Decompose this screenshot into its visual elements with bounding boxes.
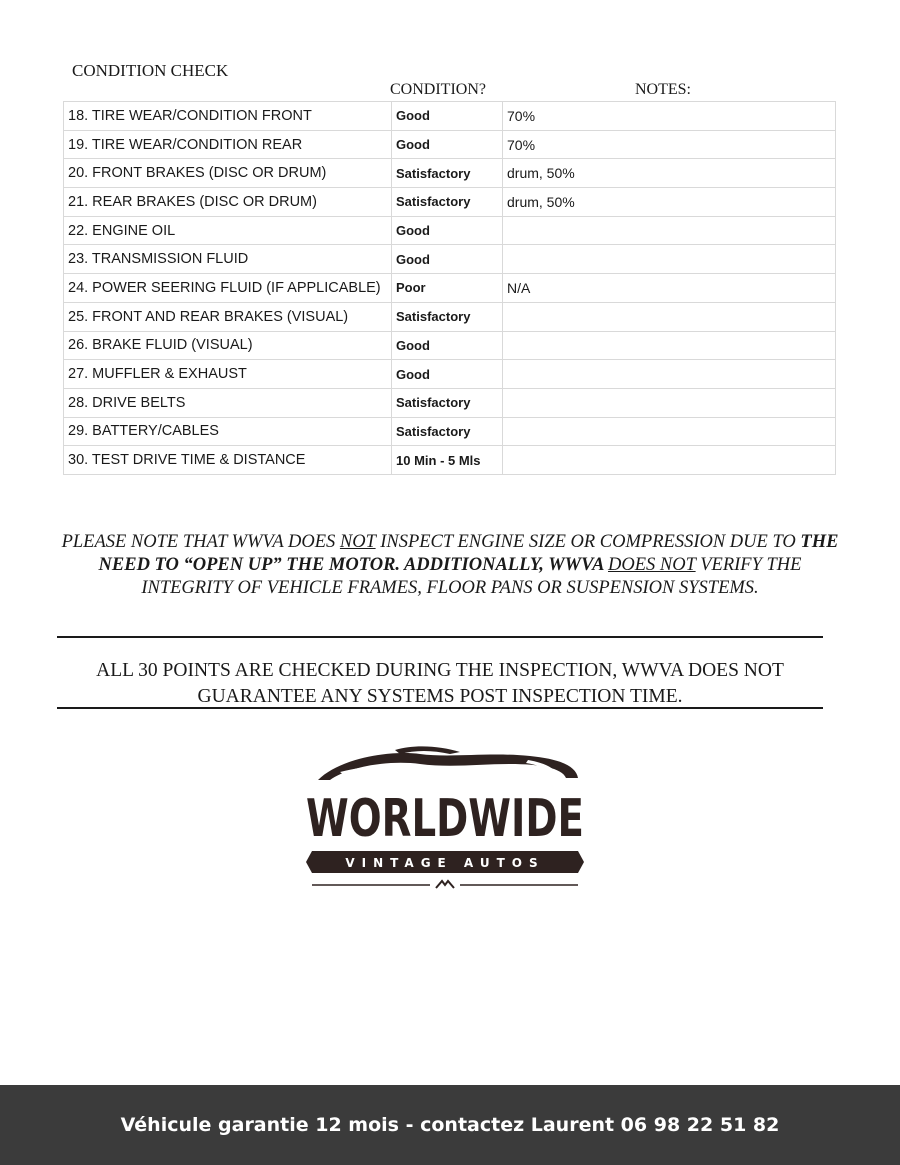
item-cell: 30. TEST DRIVE TIME & DISTANCE xyxy=(64,446,392,475)
notes-cell: 70% xyxy=(503,102,836,131)
condition-cell: Good xyxy=(392,130,503,159)
guarantee-line-1: ALL 30 POINTS ARE CHECKED DURING THE INSPECTION, WWVA DOES NOT xyxy=(96,660,784,681)
item-cell: 23. TRANSMISSION FLUID xyxy=(64,245,392,274)
condition-row xyxy=(64,388,836,417)
condition-check-table-body xyxy=(64,102,836,475)
notes-cell xyxy=(503,417,836,446)
notice-does-not-emphasis: DOES NOT xyxy=(608,555,696,575)
notes-cell: drum, 50% xyxy=(503,188,836,217)
notes-cell xyxy=(503,331,836,360)
item-cell: 20. FRONT BRAKES (DISC OR DRUM) xyxy=(64,159,392,188)
guarantee-line-2: GUARANTEE ANY SYSTEMS POST INSPECTION TIME. xyxy=(197,686,683,707)
item-cell: 18. TIRE WEAR/CONDITION FRONT xyxy=(64,102,392,131)
notes-column-header: NOTES: xyxy=(635,81,691,98)
condition-row xyxy=(64,216,836,245)
condition-cell: 10 Min - 5 Mls xyxy=(392,446,503,475)
section-title: CONDITION CHECK xyxy=(72,61,229,80)
notice-text-1: PLEASE NOTE THAT WWVA DOES xyxy=(61,532,340,552)
footer-banner xyxy=(0,1085,900,1165)
condition-cell: Satisfactory xyxy=(392,417,503,446)
notice-text-2: INSPECT ENGINE SIZE OR COMPRESSION DUE TO xyxy=(375,532,801,552)
condition-row xyxy=(64,102,836,131)
notes-cell xyxy=(503,302,836,331)
condition-row xyxy=(64,130,836,159)
logo-crown-icon xyxy=(436,881,454,888)
condition-row xyxy=(64,446,836,475)
item-cell: 22. ENGINE OIL xyxy=(64,216,392,245)
item-cell: 27. MUFFLER & EXHAUST xyxy=(64,360,392,389)
vintage-car-silhouette-icon xyxy=(318,746,578,780)
bottom-divider xyxy=(57,707,823,709)
condition-row xyxy=(64,245,836,274)
item-cell: 28. DRIVE BELTS xyxy=(64,388,392,417)
condition-row xyxy=(64,274,836,303)
notes-cell xyxy=(503,245,836,274)
condition-cell: Good xyxy=(392,331,503,360)
notes-cell xyxy=(503,446,836,475)
logo-wordmark: WORLDWIDE xyxy=(306,789,584,849)
notes-cell xyxy=(503,388,836,417)
notes-cell xyxy=(503,360,836,389)
item-cell: 21. REAR BRAKES (DISC OR DRUM) xyxy=(64,188,392,217)
condition-row xyxy=(64,360,836,389)
inspection-notice xyxy=(60,531,840,600)
condition-row xyxy=(64,331,836,360)
item-cell: 19. TIRE WEAR/CONDITION REAR xyxy=(64,130,392,159)
condition-cell: Satisfactory xyxy=(392,388,503,417)
condition-row xyxy=(64,188,836,217)
condition-cell: Satisfactory xyxy=(392,188,503,217)
item-cell: 26. BRAKE FLUID (VISUAL) xyxy=(64,331,392,360)
condition-column-header: CONDITION? xyxy=(390,81,486,98)
condition-row xyxy=(64,302,836,331)
item-cell: 24. POWER SEERING FLUID (IF APPLICABLE) xyxy=(64,274,392,303)
notice-text-bold: THE NEED TO “OPEN UP” THE MOTOR. ADDITIONALLY, WWVA xyxy=(98,532,839,575)
notes-cell xyxy=(503,216,836,245)
condition-row xyxy=(64,159,836,188)
condition-row xyxy=(64,417,836,446)
condition-cell: Good xyxy=(392,216,503,245)
notes-cell: N/A xyxy=(503,274,836,303)
condition-cell: Satisfactory xyxy=(392,159,503,188)
condition-cell: Good xyxy=(392,360,503,389)
logo-tagline: VINTAGE AUTOS xyxy=(345,856,545,870)
notes-cell: 70% xyxy=(503,130,836,159)
item-cell: 25. FRONT AND REAR BRAKES (VISUAL) xyxy=(64,302,392,331)
notice-not-emphasis: NOT xyxy=(339,532,376,552)
notice-text-3: VERIFY THE INTEGRITY OF VEHICLE FRAMES, FLOOR PANS OR SUSPENSION SYSTEMS. xyxy=(141,555,802,598)
worldwide-vintage-autos-logo xyxy=(300,740,590,892)
condition-cell: Poor xyxy=(392,274,503,303)
top-divider xyxy=(57,636,823,638)
condition-cell: Good xyxy=(392,245,503,274)
notes-cell: drum, 50% xyxy=(503,159,836,188)
item-cell: 29. BATTERY/CABLES xyxy=(64,417,392,446)
footer-text: Véhicule garantie 12 mois - contactez Laurent 06 98 22 51 82 xyxy=(120,1114,780,1136)
condition-cell: Satisfactory xyxy=(392,302,503,331)
condition-cell: Good xyxy=(392,102,503,131)
guarantee-statement xyxy=(57,658,823,710)
condition-check-table xyxy=(63,101,836,475)
